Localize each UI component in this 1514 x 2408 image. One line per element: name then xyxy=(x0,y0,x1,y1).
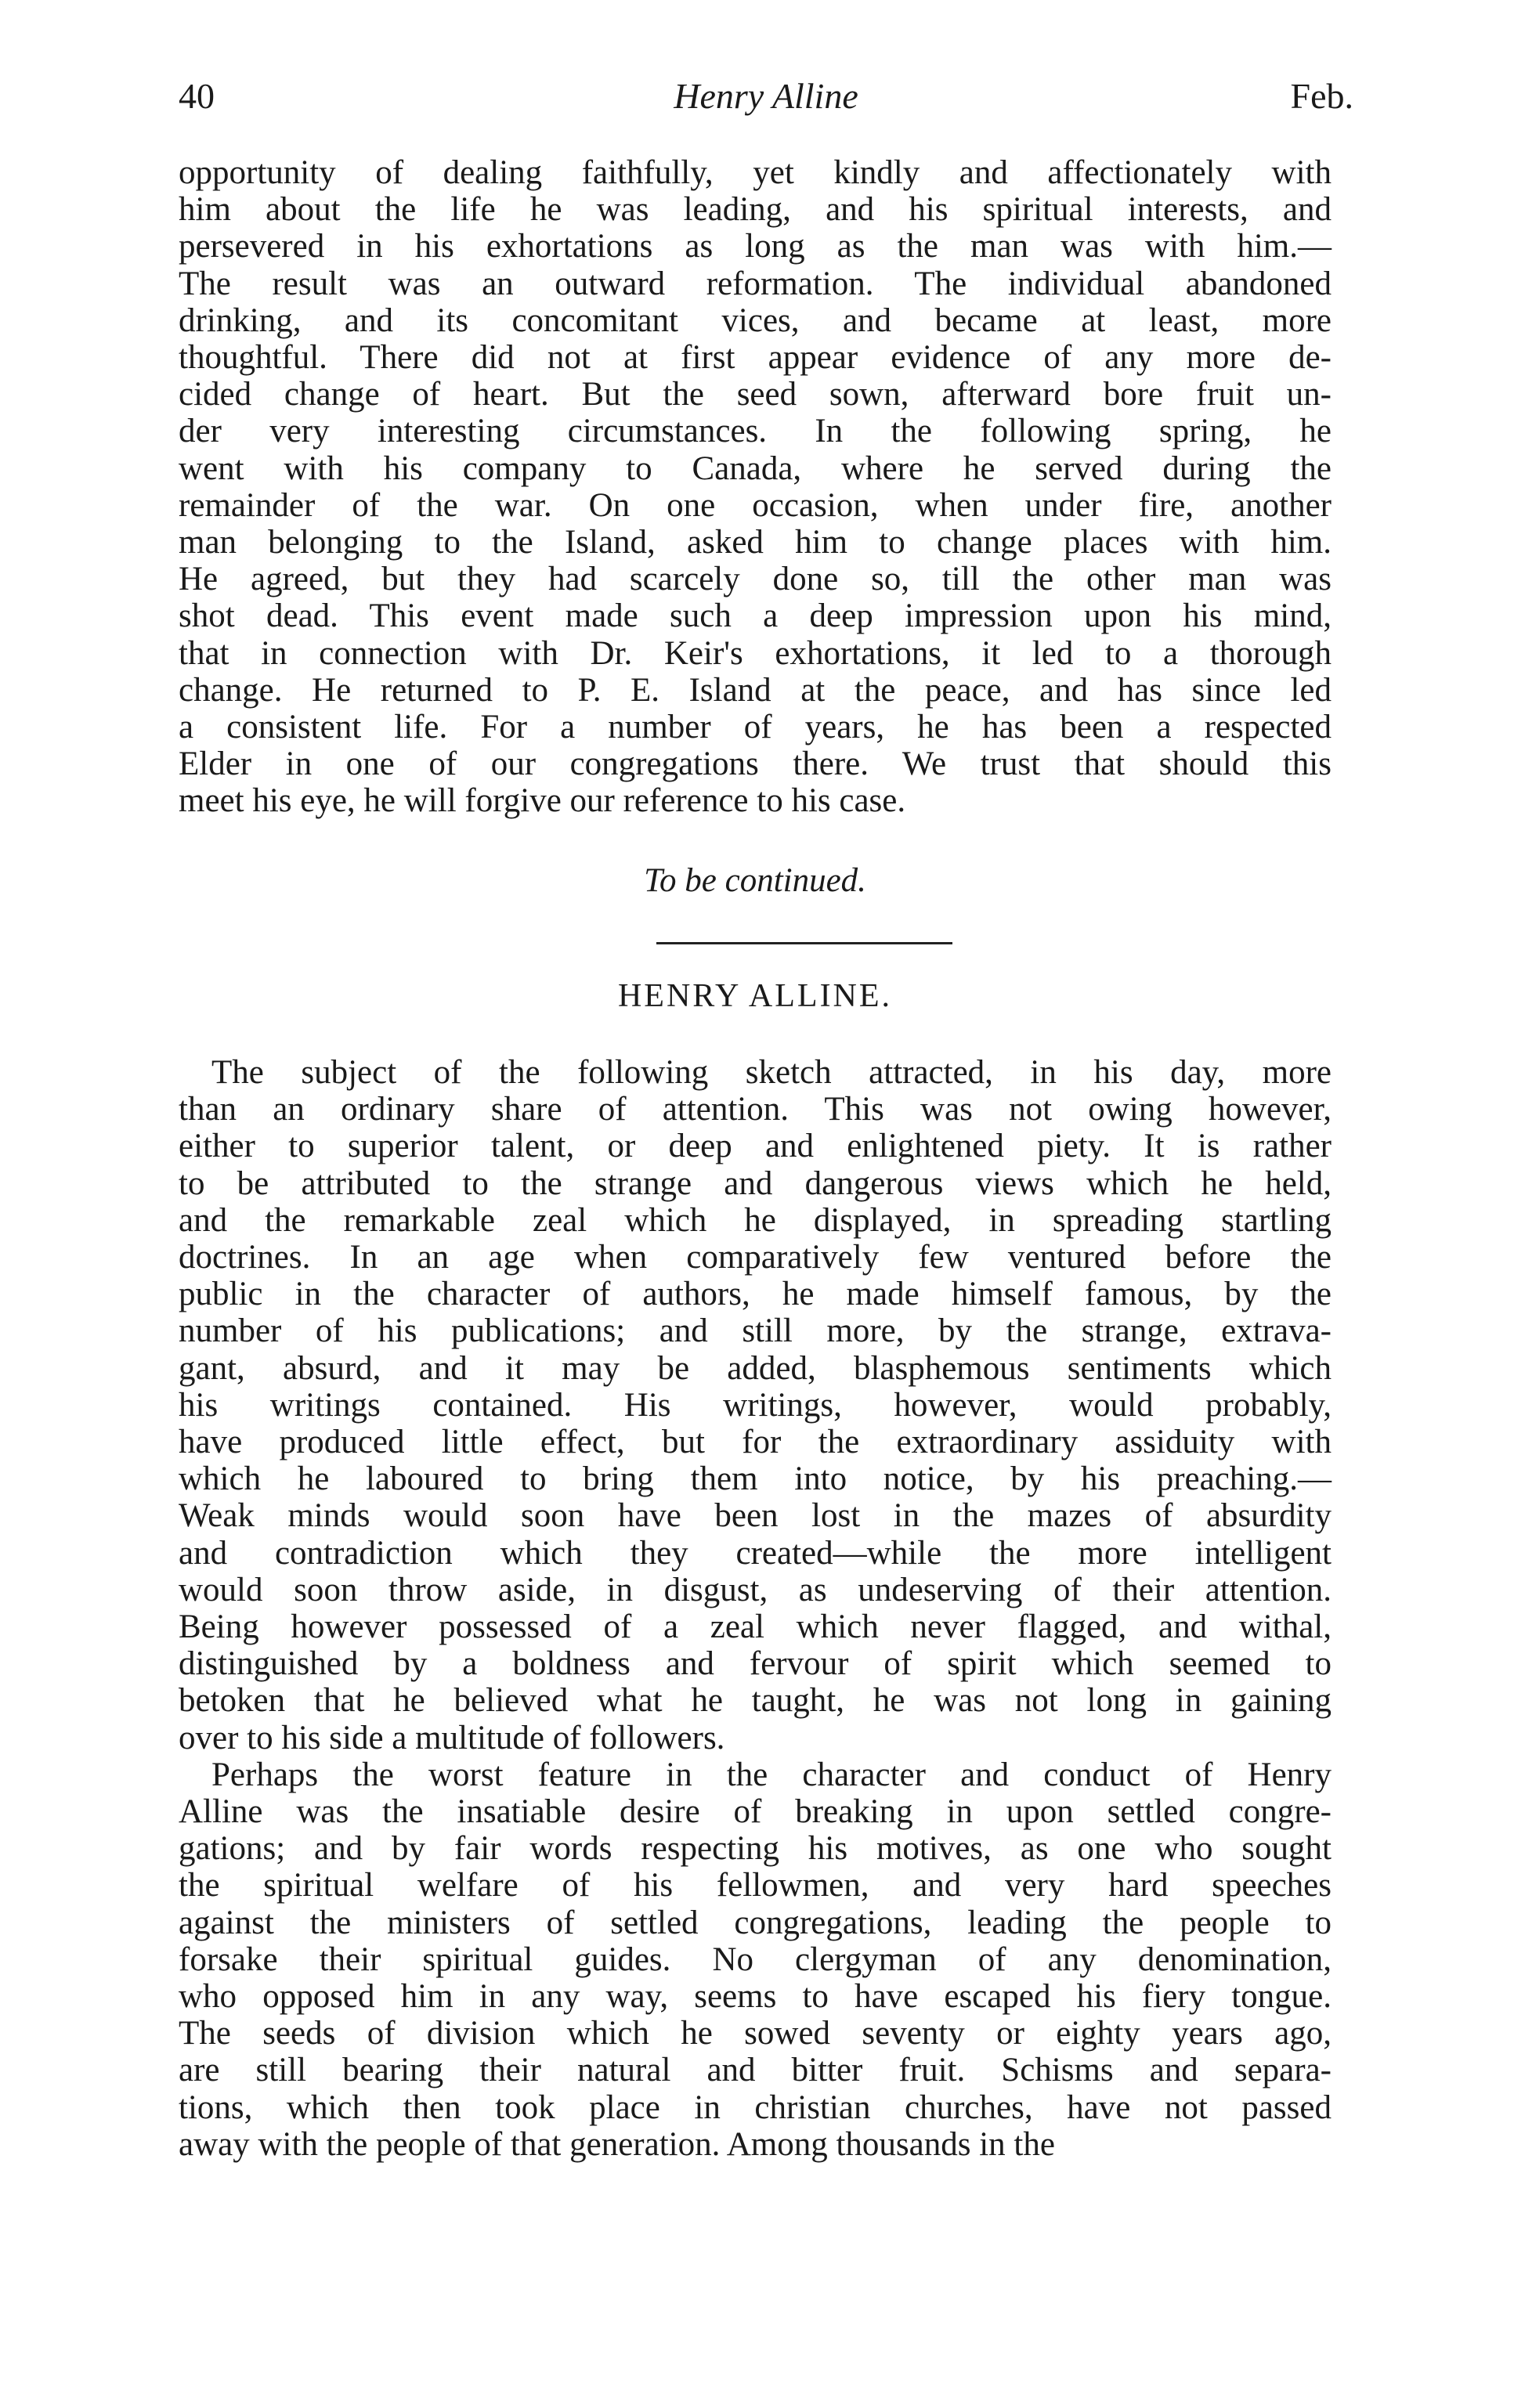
text-line: against the ministers of settled congregations, leading the people to xyxy=(179,1904,1332,1941)
running-title: Henry Alline xyxy=(674,76,858,116)
continuation-text xyxy=(179,154,1332,820)
text-line: Elder in one of our congregations there. We trust that should this xyxy=(179,746,1332,783)
text-line: public in the character of authors, he made himself famous, by the xyxy=(179,1276,1332,1313)
text-line: Being however possessed of a zeal which never flagged, and withal, xyxy=(179,1608,1332,1646)
to-be-continued: To be continued. xyxy=(644,862,866,899)
article-paragraph xyxy=(179,1756,1332,2163)
text-line: to be attributed to the strange and dangerous views which he held, xyxy=(179,1164,1332,1202)
text-line: thoughtful. There did not at first appear evidence of any more de- xyxy=(179,339,1332,377)
text-line: Perhaps the worst feature in the character and conduct of Henry xyxy=(211,1756,1332,1793)
text-line: man belonging to the Island, asked him to change places with him. xyxy=(179,524,1332,561)
text-line: distinguished by a boldness and fervour of spirit which seemed to xyxy=(179,1645,1332,1683)
text-line: Alline was the insatiable desire of breaking in upon settled congre- xyxy=(179,1793,1332,1831)
text-line: gations; and by fair words respecting his motives, as one who sought xyxy=(179,1830,1332,1868)
page-number: 40 xyxy=(179,76,215,116)
text-line: went with his company to Canada, where he served during the xyxy=(179,449,1332,487)
text-line: over to his side a multitude of followers. xyxy=(179,1719,725,1756)
text-line: tions, which then took place in christian churches, have not passed xyxy=(179,2088,1332,2126)
text-line: meet his eye, he will forgive our reference to his case. xyxy=(179,782,906,820)
text-line: either to superior talent, or deep and enlightened piety. It is rather xyxy=(179,1128,1332,1165)
text-line: than an ordinary share of attention. This was not owing however, xyxy=(179,1091,1332,1128)
text-line: and contradiction which they created—while the more intelligent xyxy=(179,1534,1332,1572)
running-head xyxy=(179,75,1353,125)
article-body xyxy=(179,1054,1332,2163)
text-line: change. He returned to P. E. Island at the peace, and has since led xyxy=(179,671,1332,709)
text-line: doctrines. In an age when comparatively few ventured before the xyxy=(179,1239,1332,1276)
running-month: Feb. xyxy=(1290,76,1353,116)
text-line: him about the life he was leading, and his spiritual interests, and xyxy=(179,191,1332,229)
text-line: opportunity of dealing faithfully, yet kindly and affectionately with xyxy=(179,154,1332,191)
text-line: have produced little effect, but for the extraordinary assiduity with xyxy=(179,1424,1332,1461)
text-line: the spiritual welfare of his fellowmen, and very hard speeches xyxy=(179,1867,1332,1904)
text-line: cided change of heart. But the seed sown, afterward bore fruit un- xyxy=(179,376,1332,413)
article-paragraph xyxy=(179,1054,1332,1756)
text-line: He agreed, but they had scarcely done so, till the other man was xyxy=(179,561,1332,598)
text-line: The subject of the following sketch attracted, in his day, more xyxy=(211,1054,1332,1091)
text-line: number of his publications; and still more, by the strange, extrava- xyxy=(179,1312,1332,1350)
text-line: away with the people of that generation. Among thousands in the xyxy=(179,2125,1055,2163)
text-line: that in connection with Dr. Keir's exhortations, it led to a thorough xyxy=(179,634,1332,672)
text-line: remainder of the war. On one occasion, when under fire, another xyxy=(179,486,1332,524)
text-line: forsake their spiritual guides. No clergyman of any denomination, xyxy=(179,1940,1332,1978)
text-line: der very interesting circumstances. In the following spring, he xyxy=(179,413,1332,450)
text-line: gant, absurd, and it may be added, blasphemous sentiments which xyxy=(179,1349,1332,1387)
text-line: betoken that he believed what he taught, he was not long in gaining xyxy=(179,1682,1332,1720)
text-line: shot dead. This event made such a deep impression upon his mind, xyxy=(179,597,1332,635)
text-line: his writings contained. His writings, however, would probably, xyxy=(179,1386,1332,1424)
text-line: would soon throw aside, in disgust, as undeserving of their attention. xyxy=(179,1571,1332,1608)
section-divider xyxy=(656,942,952,944)
article-title: HENRY ALLINE. xyxy=(617,978,893,1014)
text-line: Weak minds would soon have been lost in the mazes of absurdity xyxy=(179,1497,1332,1535)
text-line: a consistent life. For a number of years, he has been a respected xyxy=(179,709,1332,746)
text-line: which he laboured to bring them into notice, by his preaching.— xyxy=(179,1460,1332,1498)
text-line: are still bearing their natural and bitter fruit. Schisms and separa- xyxy=(179,2052,1332,2089)
text-line: who opposed him in any way, seems to have escaped his fiery tongue. xyxy=(179,1978,1332,2016)
continuation-paragraph xyxy=(179,154,1332,820)
text-line: persevered in his exhortations as long as the man was with him.— xyxy=(179,228,1332,265)
text-line: and the remarkable zeal which he displayed, in spreading startling xyxy=(179,1201,1332,1239)
text-line: The seeds of division which he sowed seventy or eighty years ago, xyxy=(179,2015,1332,2052)
text-line: drinking, and its concomitant vices, and became at least, more xyxy=(179,301,1332,339)
text-line: The result was an outward reformation. The individual abandoned xyxy=(179,265,1332,302)
